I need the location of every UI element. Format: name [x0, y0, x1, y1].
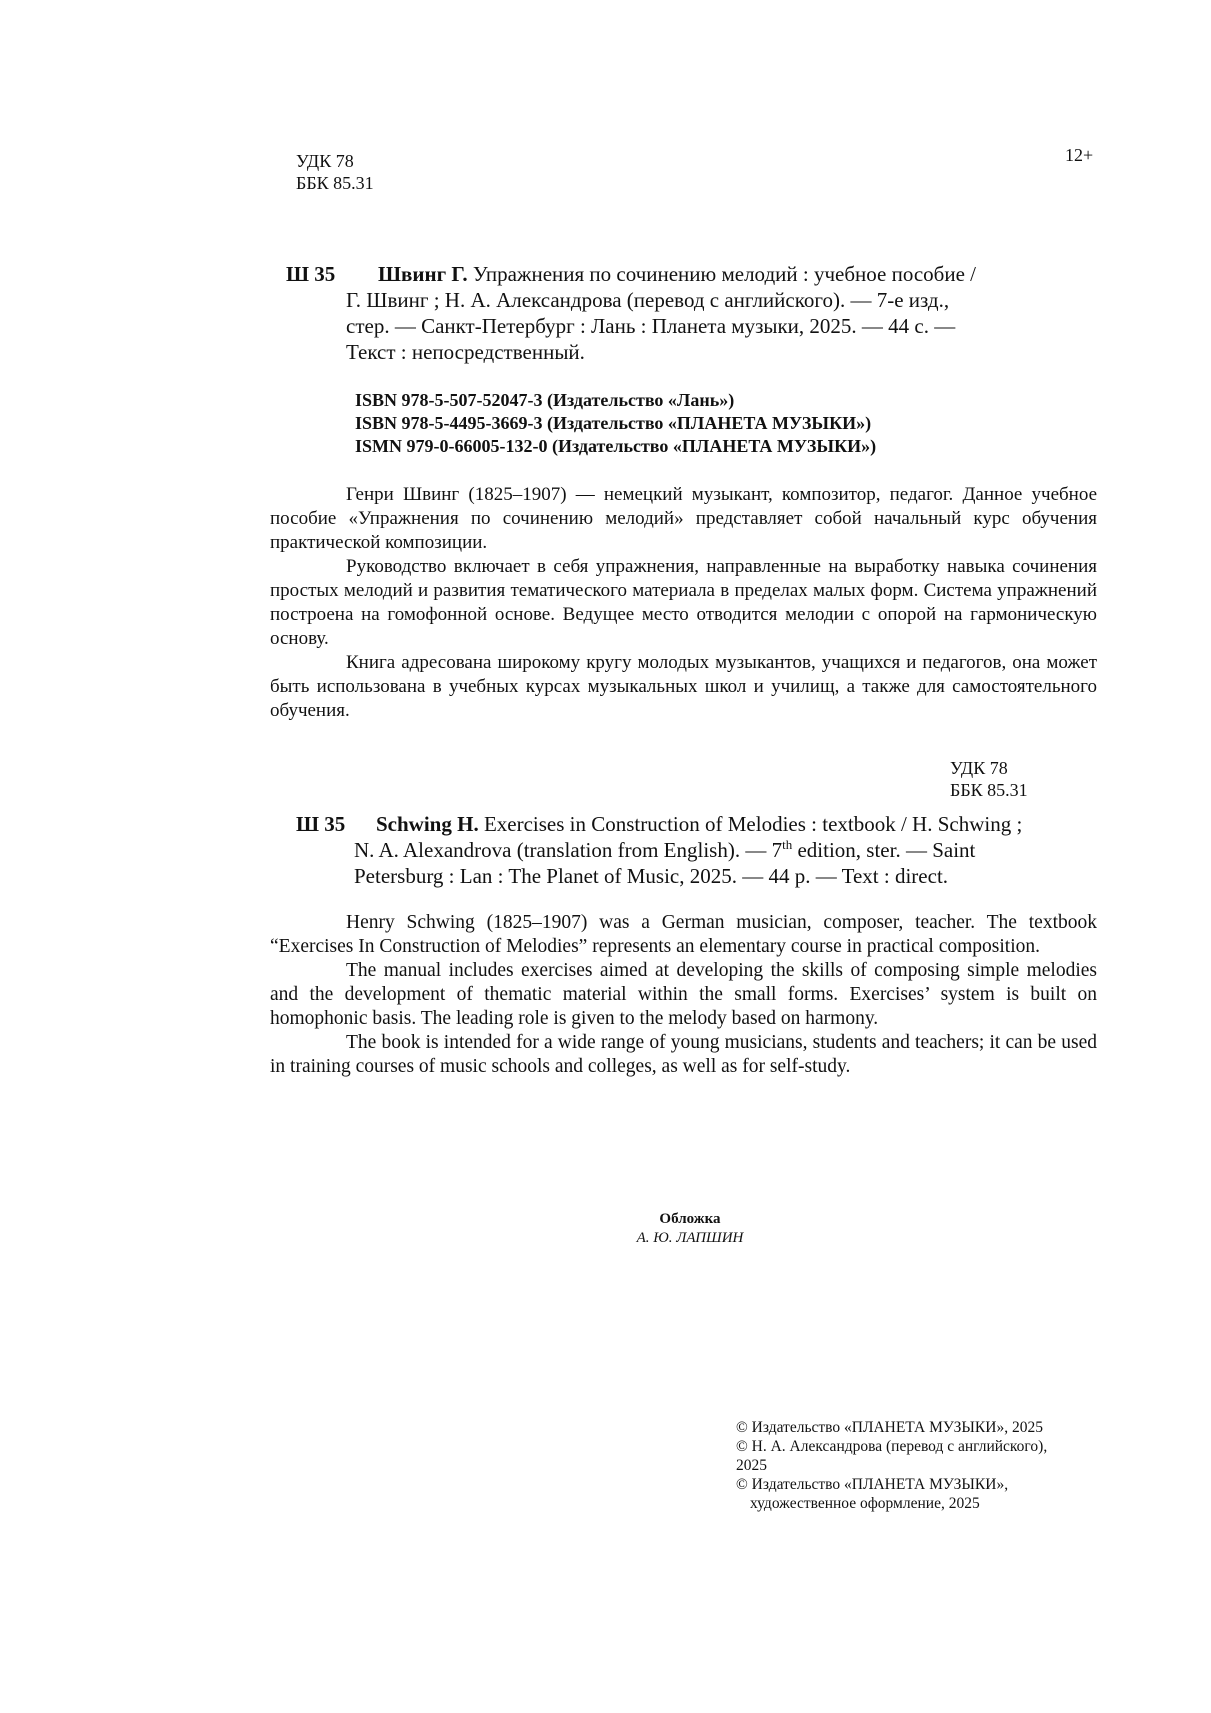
udk-code: УДК 78 [296, 151, 354, 171]
isbn-block [355, 389, 876, 458]
annotation-paragraph: The manual includes exercises aimed at developing the skills of composing simple melodies and the development of thematic material within the small forms. Exercises’ system is built on homophonic basis. The leading role is given to the melody based on harmony. [270, 960, 1097, 1029]
bibliographic-entry-ru [286, 261, 1096, 365]
ordinal-suffix: th [782, 837, 793, 852]
annotation-paragraph: Генри Швинг (1825–1907) — немецкий музыкант, композитор, педагог. Данное учебное пособие «Упражнения по сочинению мелодий» представляет собой начальный курс обучения практической композиции. [270, 484, 1097, 553]
copyright-line: 2025 [736, 1457, 767, 1474]
entry-title: Упражнения по сочинению мелодий : учебное пособие / [472, 262, 976, 286]
copyright-line: © Н. А. Александрова (перевод с английского), [736, 1438, 1048, 1455]
entry-line: Г. Швинг ; Н. А. Александрова (перевод с английского). — 7-е изд., [346, 288, 950, 312]
copyright-line: художественное оформление, 2025 [750, 1495, 980, 1512]
annotation-paragraph: The book is intended for a wide range of young musicians, students and teachers; it can be used in training courses of music schools and colleges, as well as for self-study. [270, 1032, 1097, 1077]
entry-line: Petersburg : Lan : The Planet of Music, 2025. — 44 p. — Text : direct. [354, 864, 949, 888]
entry-author: Швинг Г. [378, 262, 468, 286]
entry-author: Schwing H. [376, 812, 479, 836]
copyright-line: © Издательство «ПЛАНЕТА МУЗЫКИ», 2025 [736, 1419, 1043, 1436]
isbn-planet: ISBN 978-5-4495-3669-3 (Издательство «ПЛАНЕТА МУЗЫКИ») [355, 413, 872, 433]
entry-line [296, 811, 1092, 837]
bbk-code: ББК 85.31 [950, 780, 1028, 800]
annotation-paragraph: Henry Schwing (1825–1907) was a German musician, composer, teacher. The textbook “Exercises In Construction of Melodies” represents an elementary course in practical composition. [270, 912, 1097, 957]
udk-code: УДК 78 [950, 758, 1008, 778]
copyright-block [736, 1418, 1106, 1513]
entry-line: стер. — Санкт-Петербург : Лань : Планета музыки, 2025. — 44 с. — [346, 314, 956, 338]
age-rating: 12+ [1065, 145, 1094, 165]
entry-title: Exercises in Construction of Melodies : textbook / H. Schwing ; [483, 812, 1023, 836]
entry-line [286, 261, 1096, 287]
cover-designer: А. Ю. ЛАПШИН [636, 1230, 744, 1246]
annotation-paragraph: Книга адресована широкому кругу молодых музыкантов, учащихся и педагогов, она может быть использована в учебных курсах музыкальных школ и училищ, а также для самостоятельного обучения. [270, 652, 1097, 721]
cover-credit [560, 1210, 820, 1248]
author-mark-code: Ш 35 [286, 262, 336, 286]
entry-line: Текст : непосредственный. [346, 340, 585, 364]
author-mark-code: Ш 35 [296, 812, 346, 836]
entry-text: edition, ster. — Saint [792, 838, 976, 862]
isbn-lan: ISBN 978-5-507-52047-3 (Издательство «Лань») [355, 390, 735, 410]
copyright-line: © Издательство «ПЛАНЕТА МУЗЫКИ», [736, 1476, 1009, 1493]
entry-line [296, 837, 1092, 863]
bibliographic-entry-en [296, 811, 1092, 889]
udk-bbk-mid [950, 757, 1028, 801]
ismn-planet: ISMN 979-0-66005-132-0 (Издательство «ПЛАНЕТА МУЗЫКИ») [355, 436, 877, 456]
cover-label: Обложка [659, 1211, 721, 1227]
annotation-paragraph: Руководство включает в себя упражнения, направленные на выработку навыка сочинения простых мелодий и развития тематического материала в пределах малых форм. Система упражнений построена на гомофонной основе. Ведущее место отводится мелодии с опорой на гармоническую основу. [270, 556, 1097, 649]
bbk-code: ББК 85.31 [296, 173, 374, 193]
annotation-en [270, 911, 1097, 1079]
udk-bbk-top [296, 150, 374, 194]
annotation-ru [270, 483, 1097, 723]
entry-text: N. A. Alexandrova (translation from English). — 7 [354, 838, 783, 862]
